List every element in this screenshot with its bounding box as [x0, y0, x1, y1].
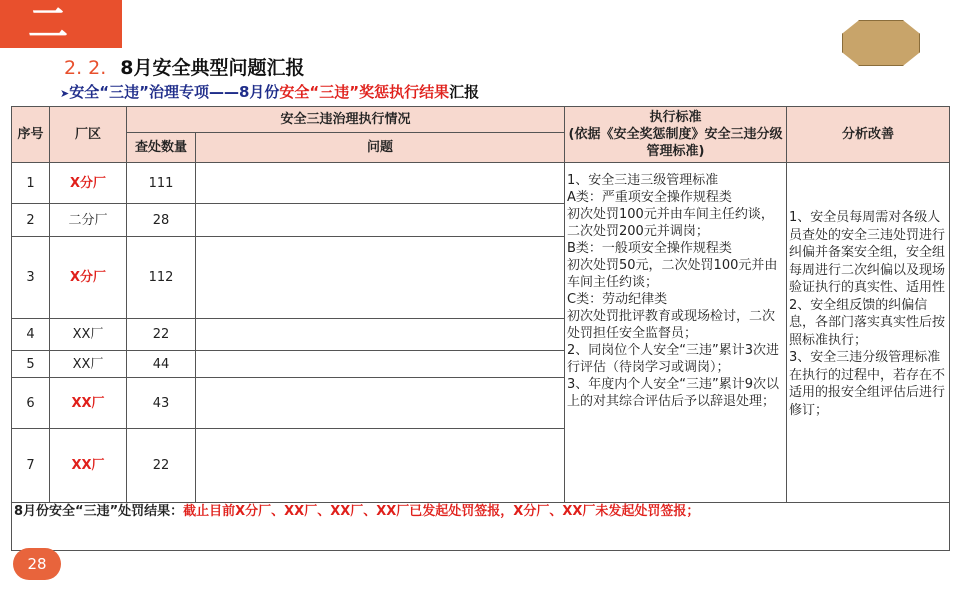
row-factory: 二分厂: [50, 204, 127, 237]
summary-label: 8月份安全“三违”处罚结果：: [14, 504, 184, 519]
header-seq: 序号: [12, 107, 50, 163]
subtitle-part-1: 安全“三违”: [69, 83, 149, 101]
subtitle-part-3: 安全“三违”奖惩执行结果: [279, 83, 450, 101]
row-count: 22: [127, 429, 196, 503]
subtitle-part-4: 汇报: [449, 83, 480, 101]
row-problem: [196, 429, 565, 503]
header-factory: 厂区: [50, 107, 127, 163]
summary-row: [12, 503, 950, 551]
header-standard: 执行标准 (依据《安全奖惩制度》安全三违分级管理标准): [565, 107, 787, 163]
summary-text: 截止目前X分厂、XX厂、XX厂、XX厂已发起处罚签报，X分厂、XX厂未发起处罚签报；: [183, 504, 700, 519]
row-seq: 5: [12, 351, 50, 378]
header-problem: 问题: [196, 133, 565, 163]
row-factory: XX厂: [50, 429, 127, 503]
row-count: 22: [127, 319, 196, 351]
analysis-cell: 1、安全员每周需对各级人员查处的安全三违处罚进行纠偏并备案安全组，安全组每周进行二次纠偏以及现场验证执行的真实性、适用性 2、安全组反馈的纠偏信息，各部门落实真实性后按照标准执行； 3、安全三违分级管理标准在执行的过程中，若存在不适用的报安全组评估后进行修订；: [787, 163, 950, 503]
row-factory: XX厂: [50, 351, 127, 378]
row-factory: X分厂: [50, 163, 127, 204]
section-glyph: 二: [28, 1, 68, 47]
row-seq: 1: [12, 163, 50, 204]
subtitle-part-2: 治理专项——8月份: [148, 83, 280, 101]
row-count: 111: [127, 163, 196, 204]
table-row: [12, 163, 950, 204]
header-count: 查处数量: [127, 133, 196, 163]
page-subtitle: [60, 82, 479, 104]
header-execution-group: 安全三违治理执行情况: [127, 107, 565, 133]
row-seq: 4: [12, 319, 50, 351]
row-seq: 2: [12, 204, 50, 237]
row-count: 43: [127, 378, 196, 429]
section-title: 8月安全典型问题汇报: [120, 57, 305, 79]
violation-report-table: [11, 106, 950, 551]
section-number: 2. 2.: [64, 57, 107, 79]
row-problem: [196, 204, 565, 237]
row-factory: X分厂: [50, 237, 127, 319]
row-seq: 7: [12, 429, 50, 503]
decorative-octagon-shape: [842, 20, 920, 66]
row-problem: [196, 237, 565, 319]
section-corner-block: [0, 0, 122, 48]
row-seq: 3: [12, 237, 50, 319]
row-problem: [196, 351, 565, 378]
row-problem: [196, 163, 565, 204]
arrow-bullet-icon: ➤: [60, 87, 70, 100]
standard-cell: 1、安全三违三级管理标准 A类：严重项安全操作规程类 初次处罚100元并由车间主任约谈，二次处罚200元并调岗； B类：一般项安全操作规程类 初次处罚50元，二次处罚100元并由车间主任约谈； C类：劳动纪律类 初次处罚批评教育或现场检讨，二次处罚担任安全监督员； 2、同岗位个人安全“三违”累计3次进行评估（待岗学习或调岗）； 3、年度内个人安全“三违”累计9次以上的对其综合评估后予以辞退处理；: [565, 163, 787, 503]
page-title: [64, 56, 305, 80]
row-seq: 6: [12, 378, 50, 429]
row-factory: XX厂: [50, 378, 127, 429]
row-problem: [196, 319, 565, 351]
row-factory: XX厂: [50, 319, 127, 351]
summary-cell: [12, 503, 950, 551]
row-problem: [196, 378, 565, 429]
header-analysis: 分析改善: [787, 107, 950, 163]
row-count: 28: [127, 204, 196, 237]
row-count: 44: [127, 351, 196, 378]
row-count: 112: [127, 237, 196, 319]
page-number-badge: 28: [13, 548, 61, 580]
